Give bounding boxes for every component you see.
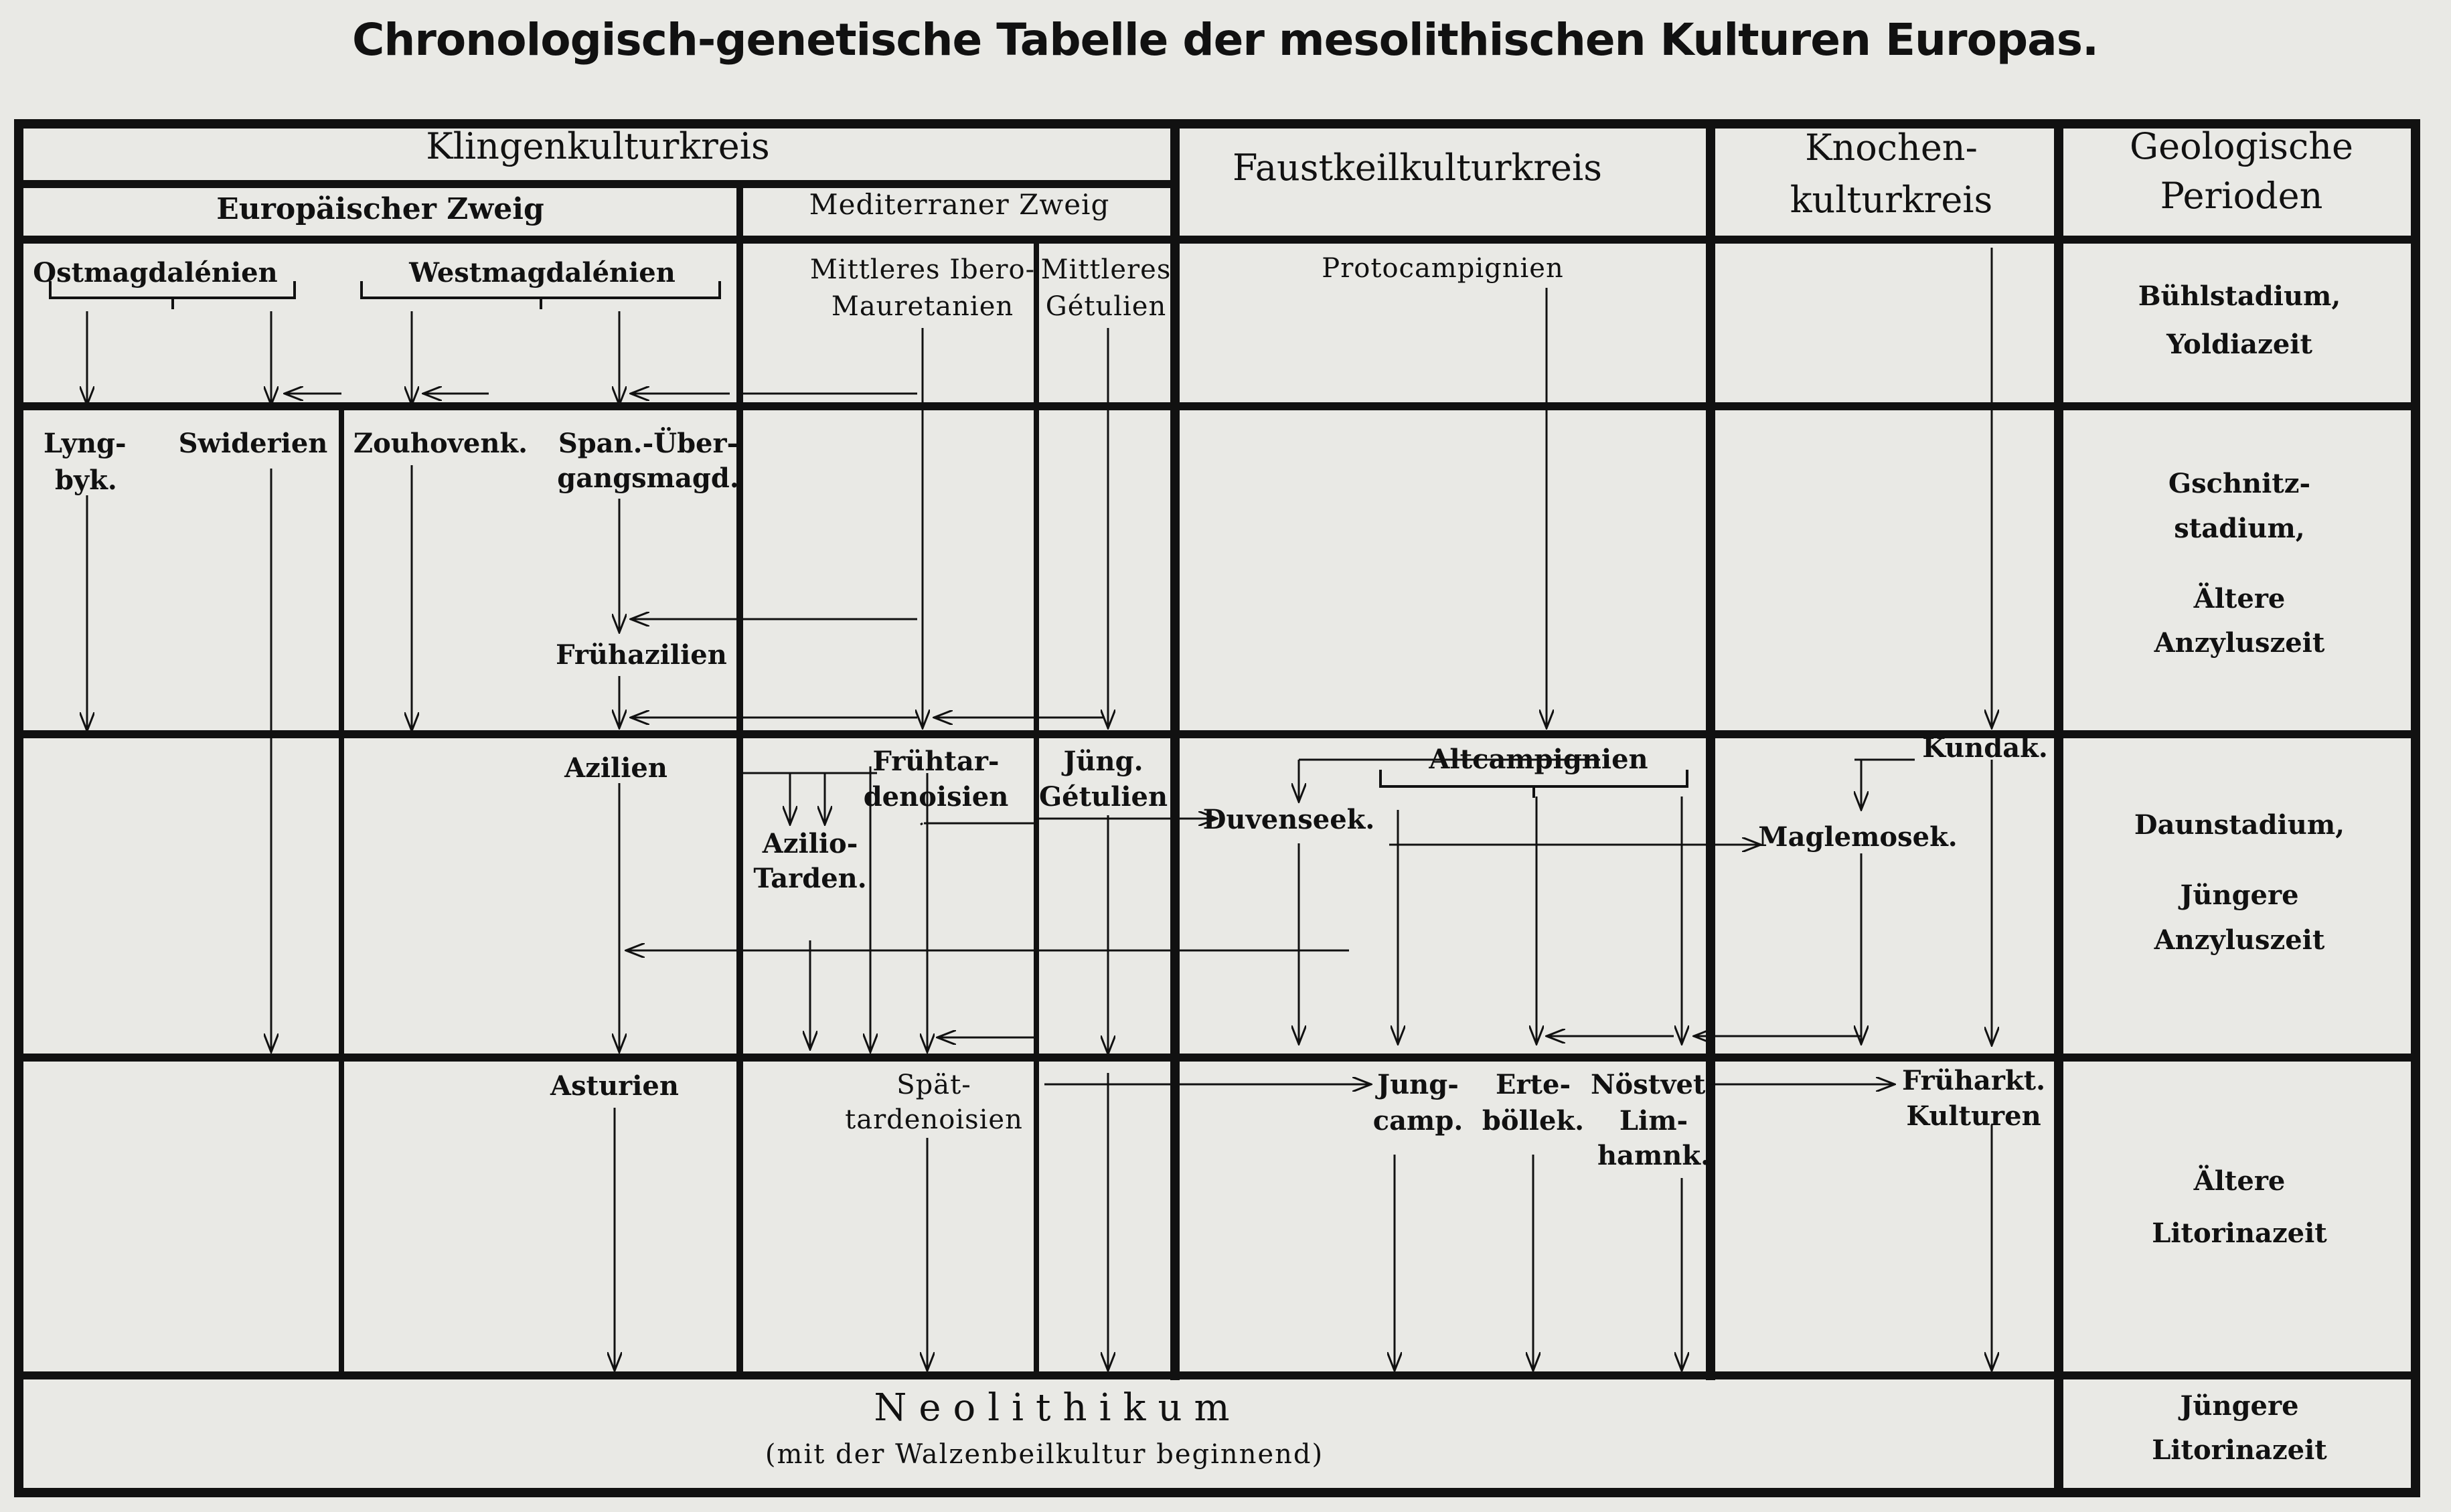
label-swiderien: Swiderien [178, 428, 328, 459]
header-knochen-2: kulturkreis [1790, 179, 1993, 221]
label-neolithikum: Neolithikum [874, 1386, 1242, 1430]
label-spaettard-2: tardenoisien [845, 1104, 1023, 1135]
label-noestvet-1: Nöstvet- [1590, 1069, 1717, 1100]
header-klingenkulturkreis: Klingenkulturkreis [426, 125, 770, 167]
label-protocampignien: Protocampignien [1322, 253, 1564, 284]
label-noestvet-3: hamnk. [1597, 1140, 1711, 1171]
label-maglemosek: Maglemosek. [1758, 821, 1958, 853]
label-erte-2: böllek. [1482, 1105, 1585, 1137]
label-lyngby-1: Lyng- [44, 428, 127, 459]
period-3-line1: Daunstadium, [2134, 809, 2345, 841]
period-1-line2: Yoldiazeit [2166, 329, 2312, 360]
label-noestvet-2: Lim- [1619, 1105, 1688, 1137]
period-2-line2: stadium, [2174, 513, 2305, 544]
header-mediterraner-zweig: Mediterraner Zweig [809, 188, 1110, 221]
period-2-line4: Anzyluszeit [2154, 627, 2325, 659]
label-aziliotard-1: Azilio- [762, 828, 858, 859]
label-fruehtard-2: denoisien [863, 781, 1009, 813]
label-neolithikum-sub: (mit der Walzenbeilkultur beginnend) [765, 1439, 1324, 1470]
header-geologische: Geologische [2130, 125, 2353, 167]
period-3-line2: Jüngere [2180, 879, 2299, 911]
label-span-2: gangsmagd. [557, 463, 739, 494]
period-4-line2: Litorinazeit [2152, 1217, 2327, 1249]
period-4-line1: Ältere [2193, 1165, 2286, 1197]
label-westmagdalenien: Westmagdalénien [409, 257, 676, 288]
label-altcampignien: Altcampignien [1429, 744, 1648, 775]
label-jung-getul-2: Gétulien [1038, 781, 1168, 813]
label-lyngby-2: byk. [55, 465, 117, 496]
period-5-line1: Jüngere [2180, 1390, 2299, 1422]
label-spaettard-1: Spät- [896, 1070, 971, 1100]
braces [50, 281, 1687, 798]
period-2-line1: Gschnitz- [2168, 468, 2311, 499]
header-faustkeilkulturkreis: Faustkeilkulturkreis [1233, 147, 1602, 189]
label-zouhovenk: Zouhovenk. [353, 428, 528, 459]
label-span-1: Span.-Über- [558, 428, 738, 459]
label-jungcamp-1: Jung- [1377, 1069, 1459, 1100]
label-duvenseek: Duvenseek. [1202, 804, 1375, 835]
header-europaeischer-zweig: Europäischer Zweig [216, 192, 544, 226]
label-ibero-2: Mauretanien [831, 291, 1014, 322]
label-ostmagdalenien: Ostmagdalénien [33, 257, 278, 288]
label-ibero-1: Mittleres Ibero- [809, 254, 1036, 285]
label-asturien: Asturien [550, 1070, 679, 1102]
label-fruehtard-1: Frühtar- [872, 746, 1000, 777]
label-fruehark-2: Kulturen [1906, 1100, 2041, 1132]
label-jung-getul-1: Jüng. [1063, 746, 1143, 777]
period-1-line1: Bühlstadium, [2138, 280, 2341, 312]
header-perioden: Perioden [2160, 175, 2323, 217]
period-5-line2: Litorinazeit [2152, 1434, 2327, 1466]
label-aziliotard-2: Tarden. [753, 863, 867, 894]
label-getulien-2: Gétulien [1045, 291, 1167, 322]
label-jungcamp-2: camp. [1372, 1105, 1464, 1137]
label-azilien: Azilien [564, 752, 667, 784]
label-erte-1: Erte- [1495, 1069, 1571, 1100]
label-fruehark-1: Früharkt. [1901, 1065, 2046, 1096]
page-title: Chronologisch-genetische Tabelle der mesolithischen Kulturen Europas. [351, 14, 2099, 66]
label-fruehazilien: Frühazilien [556, 639, 727, 671]
label-getulien-1: Mittleres [1040, 254, 1172, 285]
header-knochen-1: Knochen- [1805, 127, 1978, 169]
period-3-line3: Anzyluszeit [2154, 924, 2325, 956]
label-kundak: Kundak. [1922, 732, 2048, 764]
period-2-line3: Ältere [2193, 583, 2286, 614]
